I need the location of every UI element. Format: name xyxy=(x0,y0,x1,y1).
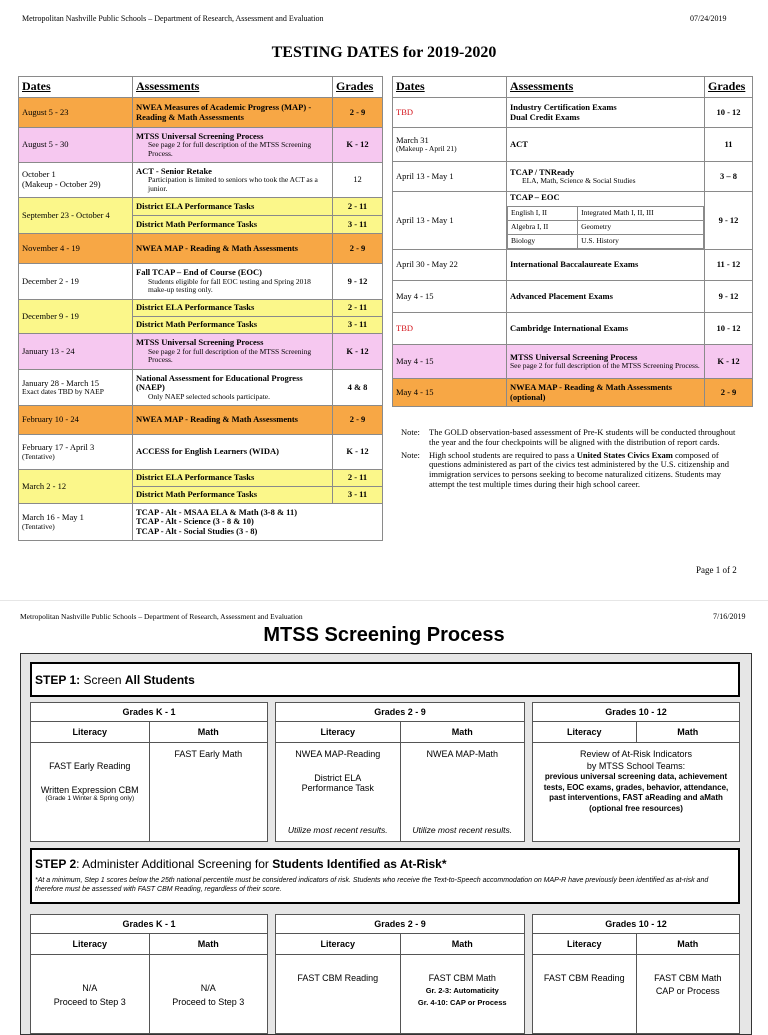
page2-header-date: 7/16/2019 xyxy=(713,612,746,621)
table-row: February 10 - 24 NWEA MAP - Reading & Math Assessments 2 - 9 xyxy=(19,406,383,435)
table-row: April 13 - May 1 TCAP / TNReady ELA, Math, Science & Social Studies 3 – 8 xyxy=(393,162,753,192)
notes xyxy=(401,428,741,493)
page2-header-org: Metropolitan Nashville Public Schools – Department of Research, Assessment and Evaluation xyxy=(20,612,303,621)
step2-grades-k1: Grades K - 1 Literacy Math N/A Proceed to Step 3 N/A Proceed to Step 3 xyxy=(30,914,268,1034)
page2-title: MTSS Screening Process xyxy=(263,624,505,646)
table-row: February 17 - April 3 (Tentative) ACCESS for English Learners (WIDA) K - 12 xyxy=(19,435,383,470)
table-row: District Math Performance Tasks 3 - 11 xyxy=(19,317,383,334)
table-row: January 13 - 24 MTSS Universal Screening Process See page 2 for full description of the MTSS Screening Process. K - 12 xyxy=(19,334,383,370)
table-row: TBD Industry Certification Exams Dual Credit Exams 10 - 12 xyxy=(393,98,753,128)
note-gold: Note: The GOLD observation-based assessment of Pre-K students will be conducted throughout the year and the four checkpoints will be aligned with the distribution of report cards. xyxy=(401,427,736,447)
table-row: April 30 - May 22 International Baccalaureate Exams 11 - 12 xyxy=(393,250,753,281)
page-divider xyxy=(0,600,768,601)
right-schedule-table xyxy=(392,76,753,407)
table-row: August 5 - 30 MTSS Universal Screening Process See page 2 for full description of the MTSS Screening Process. K - 12 xyxy=(19,128,383,163)
left-schedule-table xyxy=(18,76,383,541)
table-row: August 5 - 23 NWEA Measures of Academic Progress (MAP) - Reading & Math Assessments 2 - 9 xyxy=(19,98,383,128)
col-grades: Grades xyxy=(333,77,383,98)
col-assessments-right: Assessments xyxy=(507,77,705,98)
table-row: District Math Performance Tasks 3 - 11 xyxy=(19,487,383,504)
col-grades-right: Grades xyxy=(705,77,753,98)
table-row: TBD Cambridge International Exams 10 - 12 xyxy=(393,313,753,345)
table-row: March 16 - May 1 (Tentative) TCAP - Alt - MSAA ELA & Math (3-8 & 11) TCAP - Alt - Science (3 - 8 & 10) TCAP - Alt - Social Studies (3 - 8) xyxy=(19,504,383,541)
step2-box: STEP 2: Administer Additional Screening for Students Identified as At-Risk* *At a minimum, Step 1 scores below the 25th national percentile must be considered indicators of risk. Students who receive the Text-to-Speech accommodation on MAP-R have previously been identified as at-risk and therefore must be assessed with FAST CBM Reading, regardless of their score. xyxy=(30,848,740,904)
table-row: December 2 - 19 Fall TCAP – End of Course (EOC) Students eligible for fall EOC testing and Spring 2018 make-up testing only. 9 - 12 xyxy=(19,264,383,300)
table-row: May 4 - 15 MTSS Universal Screening Process See page 2 for full description of the MTSS Screening Process. K - 12 xyxy=(393,345,753,379)
eoc-subjects-grid: English I, II Integrated Math I, II, III Algebra I, II Geometry Biology U.S. History xyxy=(507,206,704,249)
page1-header-date: 07/24/2019 xyxy=(690,14,727,23)
step2-grades-10-12: Grades 10 - 12 Literacy Math FAST CBM Reading FAST CBM Math CAP or Process xyxy=(532,914,740,1034)
col-dates-right: Dates xyxy=(393,77,507,98)
table-row: May 4 - 15 Advanced Placement Exams 9 - 12 xyxy=(393,281,753,313)
table-row: May 4 - 15 NWEA MAP - Reading & Math Assessments (optional) 2 - 9 xyxy=(393,379,753,407)
table-row: November 4 - 19 NWEA MAP - Reading & Math Assessments 2 - 9 xyxy=(19,234,383,264)
table-row: March 2 - 12 District ELA Performance Tasks 2 - 11 xyxy=(19,470,383,487)
step1-grades-2-9: Grades 2 - 9 Literacy Math NWEA MAP-Reading District ELA Performance Task Utilize most recent results. NWEA MAP-Math Utilize most recent results. xyxy=(275,702,525,842)
step2-grades-2-9: Grades 2 - 9 Literacy Math FAST CBM Reading FAST CBM Math Gr. 2-3: Automaticity Gr. 4-10: CAP or Process xyxy=(275,914,525,1034)
table-row: December 9 - 19 District ELA Performance Tasks 2 - 11 xyxy=(19,300,383,317)
table-row: October 1 (Makeup - October 29) ACT - Senior Retake Participation is limited to seniors who took the ACT as a junior. 12 xyxy=(19,163,383,198)
step1-box: STEP 1: Screen All Students xyxy=(30,662,740,697)
table-row: September 23 - October 4 District ELA Performance Tasks 2 - 11 xyxy=(19,198,383,216)
col-dates: Dates xyxy=(19,77,133,98)
page-number: Page 1 of 2 xyxy=(696,565,737,575)
step1-grades-10-12: Grades 10 - 12 Literacy Math Review of At-Risk Indicators by MTSS School Teams: previous universal screening data, achievement tests, EOC exams, grades, behavior, attendance, past interventions, FAST aReading and aMath (optional free resources) xyxy=(532,702,740,842)
note-civics: Note: High school students are required to pass a United States Civics Exam composed of questions administered as part of the civics test administered by the U.S. citizenship and immigration services to persons seeking to become naturalized citizens. Students may attempt the test multiple times during their high school career. xyxy=(401,449,730,489)
table-row: April 13 - May 1 TCAP – EOC English I, II Integrated Math I, II, III Algebra I, II Geometry Biology U.S. History 9 - 12 xyxy=(393,192,753,250)
page1-header-org: Metropolitan Nashville Public Schools – Department of Research, Assessment and Evaluation xyxy=(22,14,324,23)
step1-grades-k1: Grades K - 1 Literacy Math FAST Early Reading Written Expression CBM (Grade 1 Winter & Spring only) FAST Early Math xyxy=(30,702,268,842)
table-row: January 28 - March 15 Exact dates TBD by NAEP National Assessment for Educational Progress (NAEP) Only NAEP selected schools participate. 4 & 8 xyxy=(19,370,383,406)
table-row: District Math Performance Tasks 3 - 11 xyxy=(19,216,383,234)
col-assessments: Assessments xyxy=(133,77,333,98)
table-row: March 31 (Makeup - April 21) ACT 11 xyxy=(393,128,753,162)
page1-title: TESTING DATES for 2019-2020 xyxy=(271,44,497,61)
